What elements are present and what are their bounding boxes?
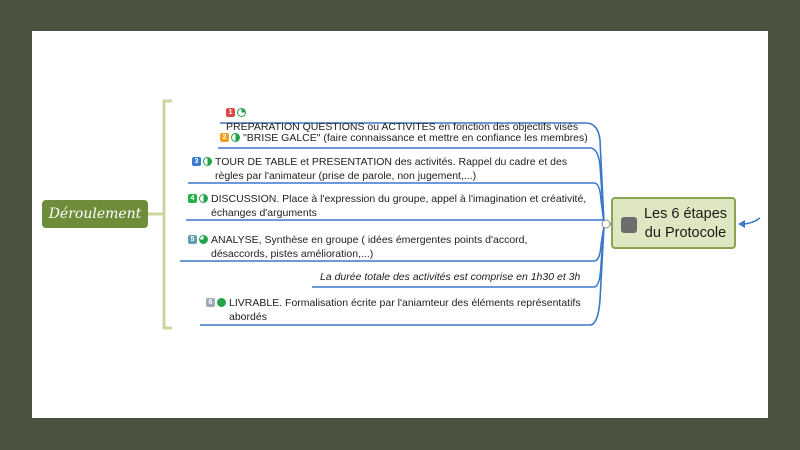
subtopic-note-text: La durée totale des activités est comprise en 1h30 et 3h: [320, 271, 581, 283]
priority-2-icon: 2: [220, 133, 229, 142]
subtopic-1-text: PREPARATION QUESTIONS ou ACTIVITES en fonction des objectifs visés: [226, 121, 579, 133]
subtopic-4-text: DISCUSSION. Place à l'expression du groupe, appel à l'imagination et créativité, échanges d'arguments: [211, 193, 587, 219]
subtopic-6[interactable]: [206, 296, 596, 324]
subtopic-note[interactable]: [320, 270, 600, 284]
subtopic-5-text: ANALYSE, Synthèse en groupe ( idées émergentes points d'accord, désaccords, pistes amélioration,...): [211, 234, 528, 260]
priority-4-icon: 4: [188, 194, 197, 203]
subtopic-6-text: LIVRABLE. Formalisation écrite par l'aniamteur des éléments représentatifs abordés: [229, 297, 581, 323]
progress-half-icon: [203, 157, 212, 166]
progress-complete-icon: [217, 298, 226, 307]
subtopic-3-text: TOUR DE TABLE et PRESENTATION des activités. Rappel du cadre et des règles par l'animateur (prise de parole, non jugement,...): [215, 156, 568, 182]
central-topic-icon: [621, 217, 637, 233]
progress-half-icon: [231, 133, 240, 142]
main-topic-deroulement[interactable]: Déroulement: [42, 200, 148, 228]
priority-1-icon: 1: [226, 108, 235, 117]
subtopic-2[interactable]: [220, 131, 595, 145]
priority-5-icon: 5: [188, 235, 197, 244]
progress-three-quarter-icon: [199, 235, 208, 244]
subtopic-2-text: "BRISE GALCE" (faire connaissance et mettre en confiance les membres): [243, 132, 588, 144]
subtopic-1[interactable]: [226, 106, 596, 134]
progress-quarter-icon: [237, 108, 246, 117]
subtopic-3[interactable]: [192, 155, 592, 183]
progress-half-icon: [199, 194, 208, 203]
subtopic-5[interactable]: [188, 233, 593, 261]
priority-6-icon: 6: [206, 298, 215, 307]
central-topic[interactable]: [611, 197, 736, 249]
priority-3-icon: 3: [192, 157, 201, 166]
central-topic-title: Les 6 étapes du Protocole: [643, 206, 728, 241]
subtopic-4[interactable]: [188, 192, 596, 220]
